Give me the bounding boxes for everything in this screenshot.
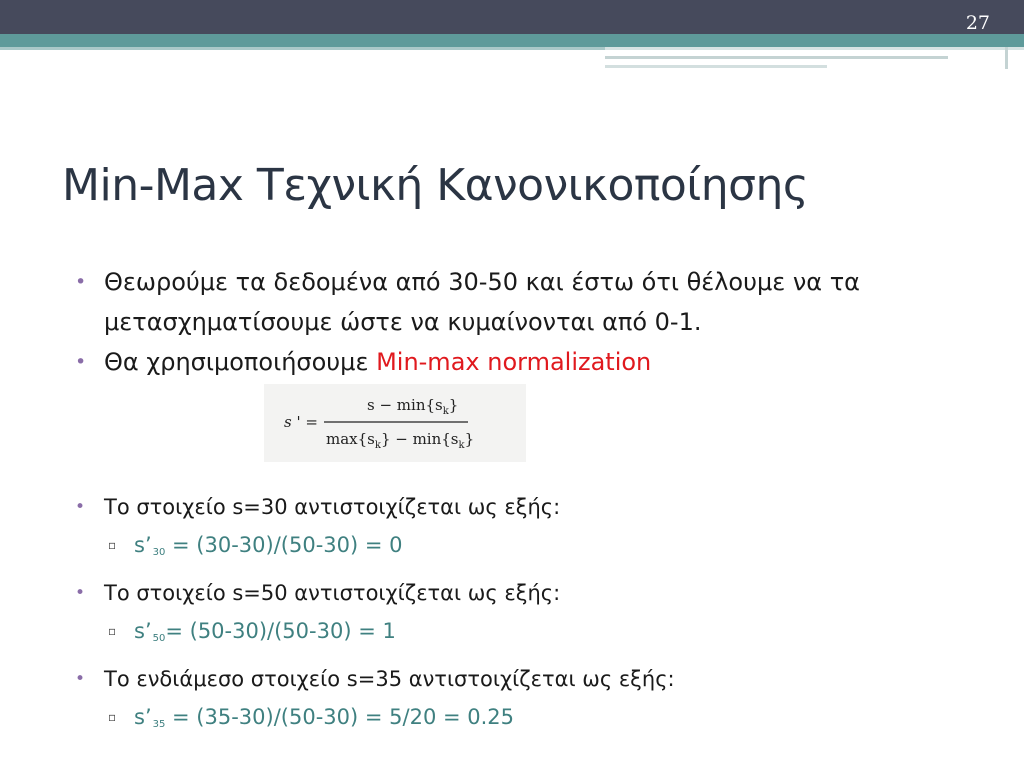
square-bullet-icon: ▫ (108, 538, 117, 552)
square-bullet-icon: ▫ (108, 710, 117, 724)
bullet-text: Το ενδιάμεσο στοιχείο s=35 αντιστοιχίζεται ως εξής: (104, 667, 675, 691)
formula-denominator: $\max\{s_k\} - \min\{s_k\}$ (326, 430, 475, 451)
sub-prefix: s’ (134, 705, 152, 729)
sub-equation: = (35-30)/(50-30) = 5/20 = 0.25 (165, 705, 515, 729)
formula-numerator: $s - \min\{s_k\}$ (367, 396, 459, 417)
header-accent-band (0, 34, 1024, 47)
sub-equation: = (30-30)/(50-30) = 0 (165, 533, 403, 557)
bullet-text: Το στοιχείο s=30 αντιστοιχίζεται ως εξής: (104, 495, 561, 519)
bullet-text: Θα χρησιμοποιήσουμε (104, 348, 377, 376)
sub-index: 50 (152, 633, 166, 644)
header-bar (0, 0, 1024, 34)
bullet-icon: • (75, 497, 86, 517)
header-accent-line (0, 47, 605, 50)
decorative-line (605, 56, 948, 59)
bullet-text: Το στοιχείο s=50 αντιστοιχίζεται ως εξής: (104, 581, 561, 605)
sub-bullet-item (72, 526, 972, 572)
bullet-icon: • (75, 351, 87, 373)
bullet-item (72, 342, 972, 382)
bullet-item (72, 262, 972, 342)
formula-image (264, 384, 526, 462)
decorative-vertical-line (1005, 47, 1008, 69)
bullet-item (72, 660, 972, 698)
bullet-text: Θεωρούμε τα δεδομένα από 30-50 και έστω ότι θέλουμε να τα μετασχηματίσουμε ώστε να κυμαίνονται από 0-1. (104, 268, 860, 336)
bullet-icon: • (75, 271, 87, 293)
sub-bullet-item (72, 698, 972, 744)
sub-prefix: s’ (134, 619, 152, 643)
slide-content (72, 262, 972, 744)
sub-prefix: s’ (134, 533, 152, 557)
sub-bullet-item (72, 612, 972, 658)
formula-lhs: s ' = (284, 413, 318, 431)
decorative-line (605, 47, 1024, 50)
sub-equation: = (50-30)/(50-30) = 1 (165, 619, 396, 643)
slide-title: Min-Max Τεχνική Κανονικοποίησης (62, 160, 809, 211)
highlight-text: Min-max normalization (376, 348, 652, 376)
sub-index: 30 (152, 547, 166, 558)
slide-number: 27 (965, 12, 990, 34)
decorative-line (605, 65, 827, 68)
square-bullet-icon: ▫ (108, 624, 117, 638)
bullet-item (72, 574, 972, 612)
bullet-icon: • (75, 669, 86, 689)
bullet-icon: • (75, 583, 86, 603)
sub-index: 35 (152, 719, 166, 730)
bullet-item (72, 488, 972, 526)
formula-svg (264, 384, 526, 462)
